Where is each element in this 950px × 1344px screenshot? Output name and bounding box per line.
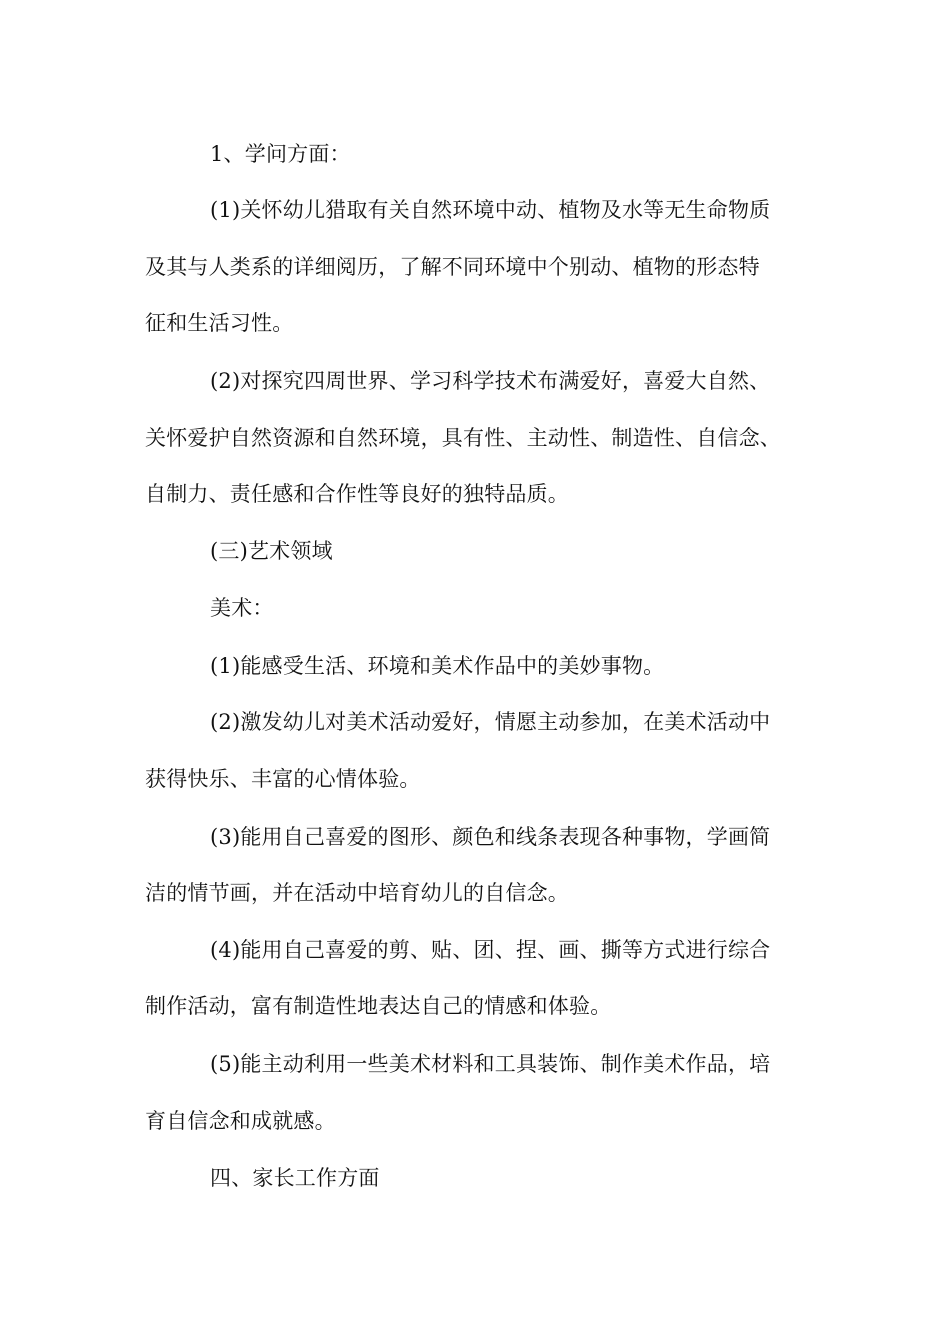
paragraph-line: (4)能用自己喜爱的剪、贴、团、捏、画、撕等方式进行综合: [210, 938, 771, 962]
paragraph-line: (1)能感受生活、环境和美术作品中的美妙事物。: [210, 654, 665, 678]
paragraph-line: 获得快乐、丰富的心情体验。: [145, 767, 421, 791]
paragraph-line: 关怀爱护自然资源和自然环境，具有性、主动性、制造性、自信念、: [145, 426, 781, 450]
paragraph-line: (2)激发幼儿对美术活动爱好，情愿主动参加，在美术活动中: [210, 710, 771, 734]
section-heading-parent-work: 四、家长工作方面: [210, 1166, 380, 1190]
section-heading-knowledge: 1、学问方面：: [210, 142, 351, 166]
paragraph-line: 及其与人类系的详细阅历，了解不同环境中个别动、植物的形态特: [145, 255, 760, 279]
paragraph-line: 征和生活习性。: [145, 311, 294, 335]
paragraph-line: 育自信念和成就感。: [145, 1109, 336, 1133]
paragraph-line: (3)能用自己喜爱的图形、颜色和线条表现各种事物，学画简: [210, 825, 771, 849]
paragraph-line: (5)能主动利用一些美术材料和工具装饰、制作美术作品，培: [210, 1052, 771, 1076]
paragraph-line: (1)关怀幼儿猎取有关自然环境中动、植物及水等无生命物质: [210, 198, 771, 222]
section-heading-art: (三)艺术领域: [210, 539, 333, 563]
paragraph-line: 制作活动，富有制造性地表达自己的情感和体验。: [145, 994, 612, 1018]
paragraph-line: 洁的情节画，并在活动中培育幼儿的自信念。: [145, 881, 569, 905]
subheading-fine-art: 美术：: [210, 596, 274, 620]
paragraph-line: 自制力、责任感和合作性等良好的独特品质。: [145, 482, 569, 506]
paragraph-line: (2)对探究四周世界、学习科学技术布满爱好，喜爱大自然、: [210, 369, 771, 393]
